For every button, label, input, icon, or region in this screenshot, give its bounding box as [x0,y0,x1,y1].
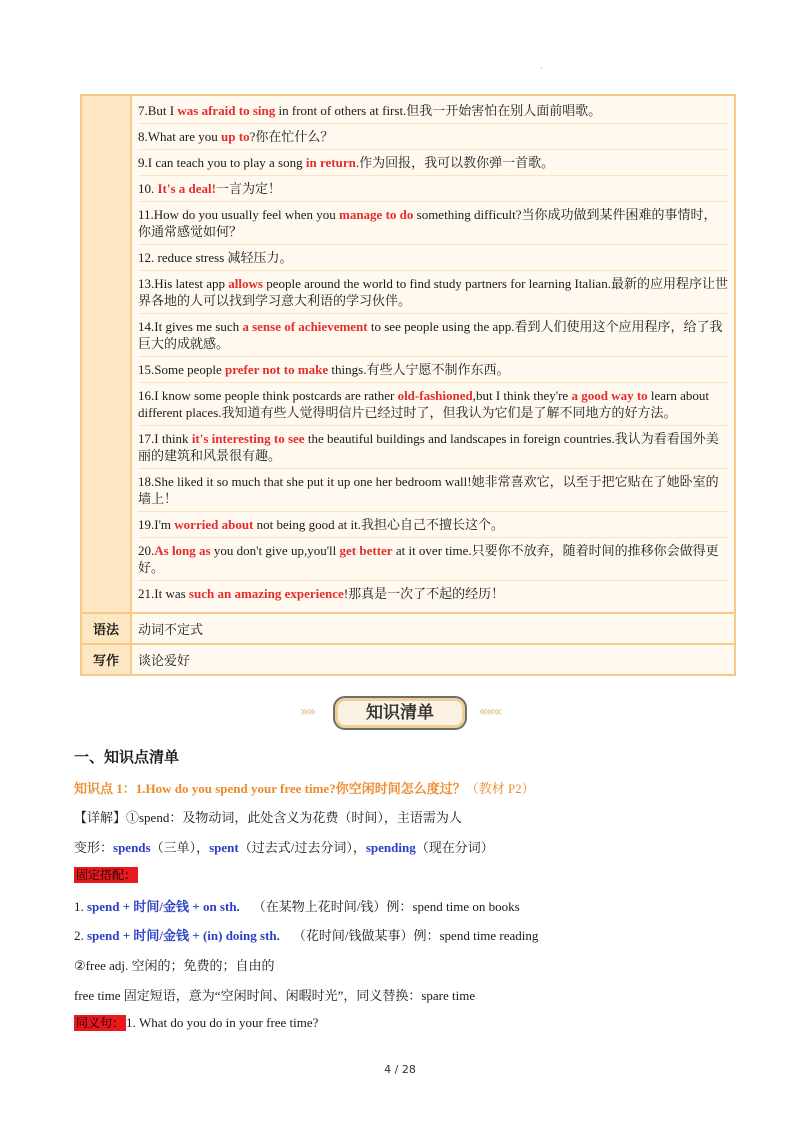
sentence-line [138,244,728,270]
key-phrase: As long as [154,543,211,558]
sentence-text: in front of others at first.但我一开始害怕在别人面前唱歌。 [275,103,602,118]
key-phrase: manage to do [339,207,414,222]
sentence-line [138,537,728,580]
key-phrase: such an amazing experience [188,586,344,601]
key-phrase: get better [339,543,393,558]
synonym-badge: 同义句： [76,1016,125,1030]
grammar-value: 动词不定式 [131,613,735,644]
knowledge-point-title [74,778,535,797]
forms-prefix: 变形： [74,840,114,855]
collocation-note: （花时间/钱做某事）例：spend time reading [292,928,539,943]
writing-value: 谈论爱好 [131,644,735,675]
sentence-text: 7.But I [138,103,178,118]
banner-title: 知识清单 [333,696,467,730]
key-phrase: prefer not to make [225,362,329,377]
collocation-note: （在某物上花时间/钱）例：spend time on books [252,899,520,914]
collocation-2 [74,925,538,944]
knowledge-list-banner [300,694,500,734]
sentence-text: 19.I'm [138,517,175,532]
sentence-text: you don't give up,you'll [210,543,340,558]
sentence-line [138,123,728,149]
key-phrase: It's a deal! [157,181,216,196]
form-present-participle: spending [365,840,416,855]
sentence-text: something difficult?当你成功做到某件困难的事情时，你通常感觉如何？ [138,207,717,239]
sentence-line [138,313,728,356]
sentence-text: ?你在忙什么？ [249,129,334,144]
sentence-line [138,149,728,175]
key-phrase: worried about [174,517,254,532]
synonym-text: 1. What do you do in your free time? [126,1015,319,1030]
sentence-text: not being good at it.我担心自己不擅长这个。 [253,517,504,532]
vocabulary-table [80,94,736,676]
key-phrase: in return [305,155,356,170]
sentence-text: 18.She liked it so much that she put it up one her bedroom wall!她非常喜欢它，以至于把它贴在了她卧室的墙上！ [138,474,719,506]
grammar-label: 语法 [81,613,131,644]
collocation-phrase: spend + 时间/金钱 + (in) doing sth. [87,928,280,943]
sentence-line [138,425,728,468]
sentence-text: 20. [138,543,155,558]
sentence-text: .作为回报，我可以教你弹一首歌。 [355,155,555,170]
key-phrase: a good way to [571,388,648,403]
forms-line [74,837,494,856]
free-adj-line: ②free adj. 空闲的；免费的；自由的 [74,958,275,973]
sentence-text: 14.It gives me such [138,319,243,334]
sentence-line [138,468,728,511]
sentence-text: 8.What are you [138,129,222,144]
sentence-line [138,580,728,606]
arrows-left-icon: »» [300,704,315,720]
sentence-text: at it over time.只要你不放弃，随着时间的推移你会做得更好。 [138,543,719,575]
sentence-line [138,98,728,123]
form-past: spent [209,840,239,855]
sentence-text: 17.I think [138,431,192,446]
form-note: （三单）， [150,840,210,855]
sentence-text: !那真是一次了不起的经历！ [343,586,505,601]
key-phrase: old-fashioned [397,388,473,403]
sentence-text: 一言为定！ [216,181,282,196]
collocation-num: 1. [74,899,87,914]
key-phrase: up to [221,129,250,144]
synonym-line [74,1014,318,1031]
kp-title-text: 知识点 1：1.How do you spend your free time?你空闲时间怎么度过？ [74,781,466,796]
sentence-list [131,95,735,613]
sentence-line [138,511,728,537]
sentence-text: 10. [138,181,158,196]
sentence-text: to see people using the app.看到人们使用这个应用程序，给了我巨大的成就感。 [138,319,723,351]
sentence-line [138,201,728,244]
sentence-text: 15.Some people [138,362,226,377]
sentence-text: the beautiful buildings and landscapes in foreign countries.我认为看看国外美丽的建筑和风景很有趣。 [138,431,719,463]
free-time-line: free time 固定短语，意为“空闲时间、闲暇时光”，同义替换：spare time [74,988,476,1003]
sentence-text: learn about different places.我知道有些人觉得明信片已经过时了，但我认为它们是了解不同地方的好方法。 [138,388,710,420]
sentence-line [138,270,728,313]
fixed-collocation-label [74,866,138,883]
form-note: （现在分词） [415,840,494,855]
sentence-text: things.有些人宁愿不制作东西。 [328,362,510,377]
key-phrase: it's interesting to see [191,431,305,446]
page-mark: ' [541,66,543,74]
collocation-phrase: spend + 时间/金钱 + on sth. [87,899,240,914]
arrows-right-icon: ««« [478,704,500,720]
form-note: （过去式/过去分词）， [238,840,366,855]
detail-line: 【详解】①spend：及物动词，此处含义为花费（时间），主语需为人 [74,810,462,825]
form-third-person: spends [113,840,151,855]
collocation-num: 2. [74,928,87,943]
sentence-text: people around the world to find study partners for learning Italian.最新的应用程序让世界各地的人可以找到学习意大利语的学习伙伴。 [138,276,728,308]
sentence-text: 11.How do you usually feel when you [138,207,339,222]
key-phrase: a sense of achievement [242,319,368,334]
kp-reference: （教材 P2） [465,781,535,796]
key-phrase: was afraid to sing [177,103,276,118]
writing-label: 写作 [81,644,131,675]
key-phrase: allows [228,276,263,291]
page-number: 4 / 28 [384,1063,416,1076]
sentence-text: ,but I think they're [472,388,572,403]
sentence-line [138,356,728,382]
collocation-1 [74,896,520,915]
sentence-text: 12. reduce stress 减轻压力。 [138,250,293,265]
sentence-text: 21.It was [138,586,189,601]
sentence-line [138,175,728,201]
sentence-text: 16.I know some people think postcards are rather [138,388,398,403]
sentence-text: 13.His latest app [138,276,229,291]
sentence-line [138,382,728,425]
table-side-cell [81,95,131,613]
section-title: 一、知识点清单 [74,748,180,766]
sentence-text: 9.I can teach you to play a song [138,155,306,170]
fixed-label-badge: 固定搭配： [76,868,137,882]
